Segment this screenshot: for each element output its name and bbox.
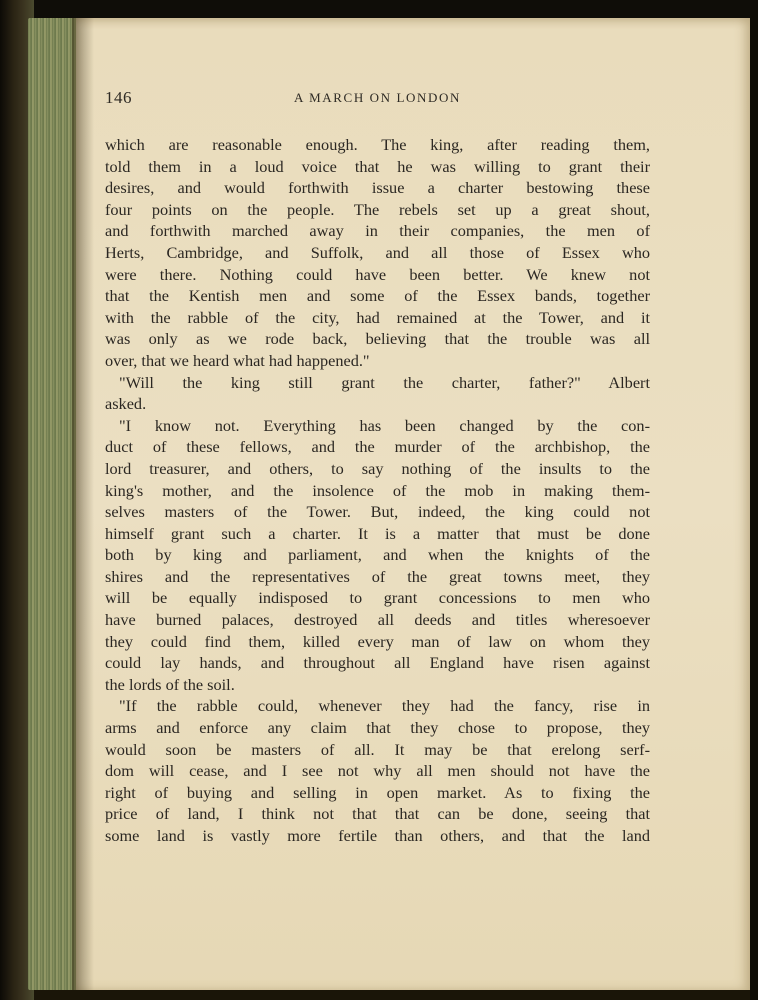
text-line: with the rabble of the city, had remained at the Tower, and it [105, 307, 650, 327]
page-edges [28, 18, 78, 990]
text-line: would soon be masters of all. It may be that erelong serf- [105, 739, 650, 759]
text-line: that the Kentish men and some of the Essex bands, together [105, 286, 650, 306]
text-line: king's mother, and the insolence of the mob in making them- [105, 480, 650, 500]
scan-border-right [750, 10, 758, 1000]
text-line: Herts, Cambridge, and Suffolk, and all those of Essex who [105, 242, 650, 262]
text-line: they could find them, killed every man of law on whom they [105, 631, 650, 651]
spine-shadow [72, 18, 94, 990]
text-line: lord treasurer, and others, to say nothing of the insults to the [105, 458, 650, 478]
text-line: shires and the representatives of the great towns meet, they [105, 566, 650, 586]
text-line: "I know not. Everything has been changed by the con- [119, 415, 650, 435]
page-header [105, 88, 650, 110]
text-line: right of buying and selling in open market. As to fixing the [105, 782, 650, 802]
running-head: A MARCH ON LONDON [294, 90, 461, 105]
text-line: arms and enforce any claim that they chose to propose, they [105, 718, 650, 738]
page-number: 146 [105, 88, 132, 107]
text-line: which are reasonable enough. The king, after reading them, [105, 135, 650, 154]
text-line: told them in a loud voice that he was willing to grant their [105, 156, 650, 176]
text-line: dom will cease, and I see not why all men should not have the [105, 761, 650, 781]
text-line: have burned palaces, destroyed all deeds and titles wheresoever [105, 610, 650, 630]
text-line: could lay hands, and throughout all England have risen against [105, 653, 650, 673]
text-line: desires, and would forthwith issue a charter bestowing these [105, 178, 650, 198]
text-line: will be equally indisposed to grant concessions to men who [105, 588, 650, 608]
scan-border-top [34, 0, 758, 18]
text-line: "Will the king still grant the charter, father?" Albert [119, 372, 650, 392]
text-line: the lords of the soil. [105, 674, 235, 694]
text-line: were there. Nothing could have been better. We knew not [105, 264, 650, 284]
text-line: was only as we rode back, believing that the trouble was all [105, 329, 650, 349]
text-line: selves masters of the Tower. But, indeed, the king could not [105, 502, 650, 522]
text-line: himself grant such a charter. It is a matter that must be done [105, 523, 650, 543]
text-line: both by king and parliament, and when the knights of the [105, 545, 650, 565]
text-line: and forthwith marched away in their companies, the men of [105, 221, 650, 241]
text-line: asked. [105, 394, 147, 414]
text-line: price of land, I think not that that can be done, seeing that [105, 804, 650, 824]
text-line: four points on the people. The rebels set up a great shout, [105, 199, 650, 219]
text-line: duct of these fellows, and the murder of the archbishop, the [105, 437, 650, 457]
text-line: "If the rabble could, whenever they had the fancy, rise in [119, 696, 650, 716]
text-line: some land is vastly more fertile than others, and that the land [105, 826, 650, 845]
body-text [105, 134, 650, 847]
text-line: over, that we heard what had happened." [105, 350, 370, 370]
